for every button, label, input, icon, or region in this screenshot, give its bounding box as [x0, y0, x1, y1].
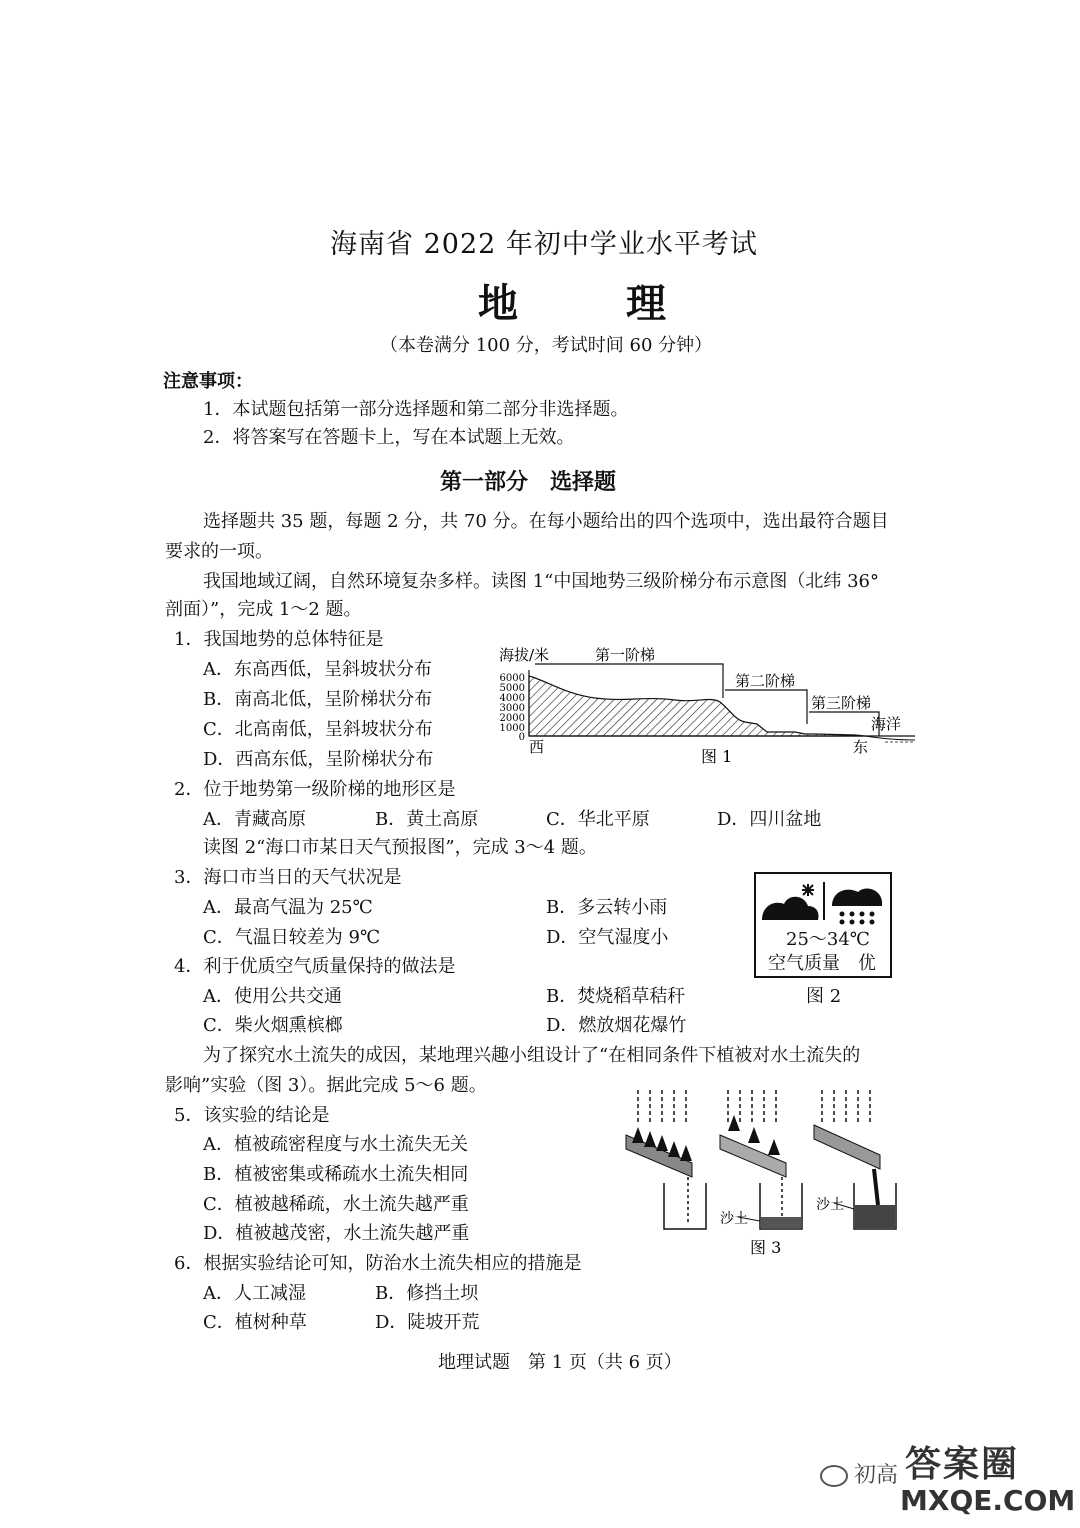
air-quality: 空气质量 优: [768, 953, 876, 974]
question-stem: 6．根据实验结论可知，防治水土流失相应的措施是: [174, 1253, 582, 1274]
light-rain-icon: [832, 888, 882, 924]
answer-option: D．陡坡开荒: [375, 1312, 480, 1333]
svg-text:1000: 1000: [499, 723, 525, 734]
answer-option: A．最高气温为 25℃: [203, 897, 373, 918]
answer-option: D．四川盆地: [717, 809, 822, 830]
answer-option: C．植被越稀疏，水土流失越严重: [203, 1194, 469, 1215]
exam-title: 海南省 2022 年初中学业水平考试: [330, 229, 758, 260]
answer-option: C．华北平原: [546, 809, 650, 830]
notice-heading: 注意事项：: [163, 371, 253, 392]
answer-option: B．修挡土坝: [375, 1283, 479, 1304]
soil-erosion-experiment-figure: [620, 1085, 905, 1265]
answer-option: A．使用公共交通: [203, 986, 342, 1007]
answer-option: C．植树种草: [203, 1312, 307, 1333]
question-stem: 3．海口市当日的天气状况是: [174, 867, 402, 888]
notice-item: 1．本试题包括第一部分选择题和第二部分非选择题。: [203, 399, 629, 420]
answer-option: A．人工减湿: [203, 1283, 306, 1304]
passage: 为了探究水土流失的成因，某地理兴趣小组设计了“在相同条件下植被对水土流失的: [203, 1045, 861, 1066]
answer-option: D．燃放烟花爆竹: [546, 1015, 687, 1036]
terrain-profile-figure: [495, 640, 920, 775]
svg-text:沙土: 沙土: [720, 1211, 748, 1227]
site-watermark: MXQE.COM: [900, 1484, 1076, 1517]
question-stem: 1．我国地势的总体特征是: [174, 629, 384, 650]
subject-title: 地 理: [478, 281, 700, 327]
wechat-watermark: 初高: [820, 1458, 898, 1489]
svg-text:沙土: 沙土: [816, 1197, 844, 1213]
passage: 我国地域辽阔，自然环境复杂多样。读图 1“中国地势三级阶梯分布示意图（北纬 36°: [203, 571, 879, 592]
ylabel: 海拔/米: [499, 646, 550, 664]
svg-text:第一阶梯: 第一阶梯: [595, 646, 656, 664]
answer-option: D．空气湿度小: [546, 927, 669, 948]
passage: 剖面）”，完成 1～2 题。: [165, 599, 362, 620]
figure-caption: 图 1: [701, 747, 733, 766]
sparse-vegetation-slope: [720, 1115, 786, 1225]
partly-cloudy-icon: [762, 882, 824, 920]
svg-text:2000: 2000: [499, 713, 525, 724]
figure-caption: 图 2: [806, 986, 842, 1007]
svg-text:4000: 4000: [499, 693, 525, 704]
svg-text:东: 东: [853, 738, 869, 756]
answer-option: A．青藏高原: [203, 809, 306, 830]
figure-caption: 图 3: [750, 1238, 782, 1257]
svg-text:6000: 6000: [499, 673, 525, 684]
answer-option: C．气温日较差为 9℃: [203, 927, 381, 948]
answer-option: B．黄土高原: [375, 809, 479, 830]
svg-text:西: 西: [529, 738, 545, 756]
question-stem: 4．利于优质空气质量保持的做法是: [174, 956, 456, 977]
wechat-icon: [820, 1465, 848, 1487]
svg-text:0: 0: [518, 732, 525, 743]
part1-intro: 要求的一项。: [165, 541, 273, 562]
svg-text:5000: 5000: [499, 683, 525, 694]
answer-option: D．植被越茂密，水土流失越严重: [203, 1223, 470, 1244]
answer-option: C．北高南低，呈斜坡状分布: [203, 719, 433, 740]
svg-text:3000: 3000: [499, 703, 525, 714]
answer-option: D．西高东低，呈阶梯状分布: [203, 749, 434, 770]
exam-note: （本卷满分 100 分，考试时间 60 分钟）: [380, 335, 713, 356]
bare-slope: [814, 1125, 880, 1205]
svg-text:第二阶梯: 第二阶梯: [735, 672, 796, 690]
page-footer: 地理试题 第 1 页（共 6 页）: [438, 1352, 682, 1373]
question-stem: 2．位于地势第一级阶梯的地形区是: [174, 779, 456, 800]
part1-intro: 选择题共 35 题，每题 2 分，共 70 分。在每小题给出的四个选项中，选出最符合题目: [203, 511, 889, 532]
answer-option: A．东高西低，呈斜坡状分布: [203, 659, 432, 680]
part1-heading: 第一部分 选择题: [440, 470, 617, 495]
question-stem: 5．该实验的结论是: [174, 1105, 330, 1126]
answer-option: A．植被疏密程度与水土流失无关: [203, 1134, 468, 1155]
dense-vegetation-slope: [626, 1127, 692, 1225]
weather-forecast-figure: [754, 872, 892, 978]
notice-item: 2．将答案写在答题卡上，写在本试题上无效。: [203, 427, 575, 448]
svg-text:第三阶梯: 第三阶梯: [811, 694, 872, 712]
answer-option: B．多云转小雨: [546, 897, 668, 918]
answer-option: B．植被密集或稀疏水土流失相同: [203, 1164, 469, 1185]
passage: 影响”实验（图 3）。据此完成 5～6 题。: [165, 1075, 487, 1096]
answer-option: B．南高北低，呈阶梯状分布: [203, 689, 433, 710]
site-logo: 答案圈: [905, 1444, 1020, 1485]
answer-option: C．柴火烟熏槟榔: [203, 1015, 343, 1036]
svg-text:海洋: 海洋: [871, 715, 902, 733]
temperature-range: 25～34℃: [786, 929, 870, 950]
answer-option: B．焚烧稻草秸秆: [546, 986, 686, 1007]
passage: 读图 2“海口市某日天气预报图”，完成 3～4 题。: [203, 837, 597, 858]
